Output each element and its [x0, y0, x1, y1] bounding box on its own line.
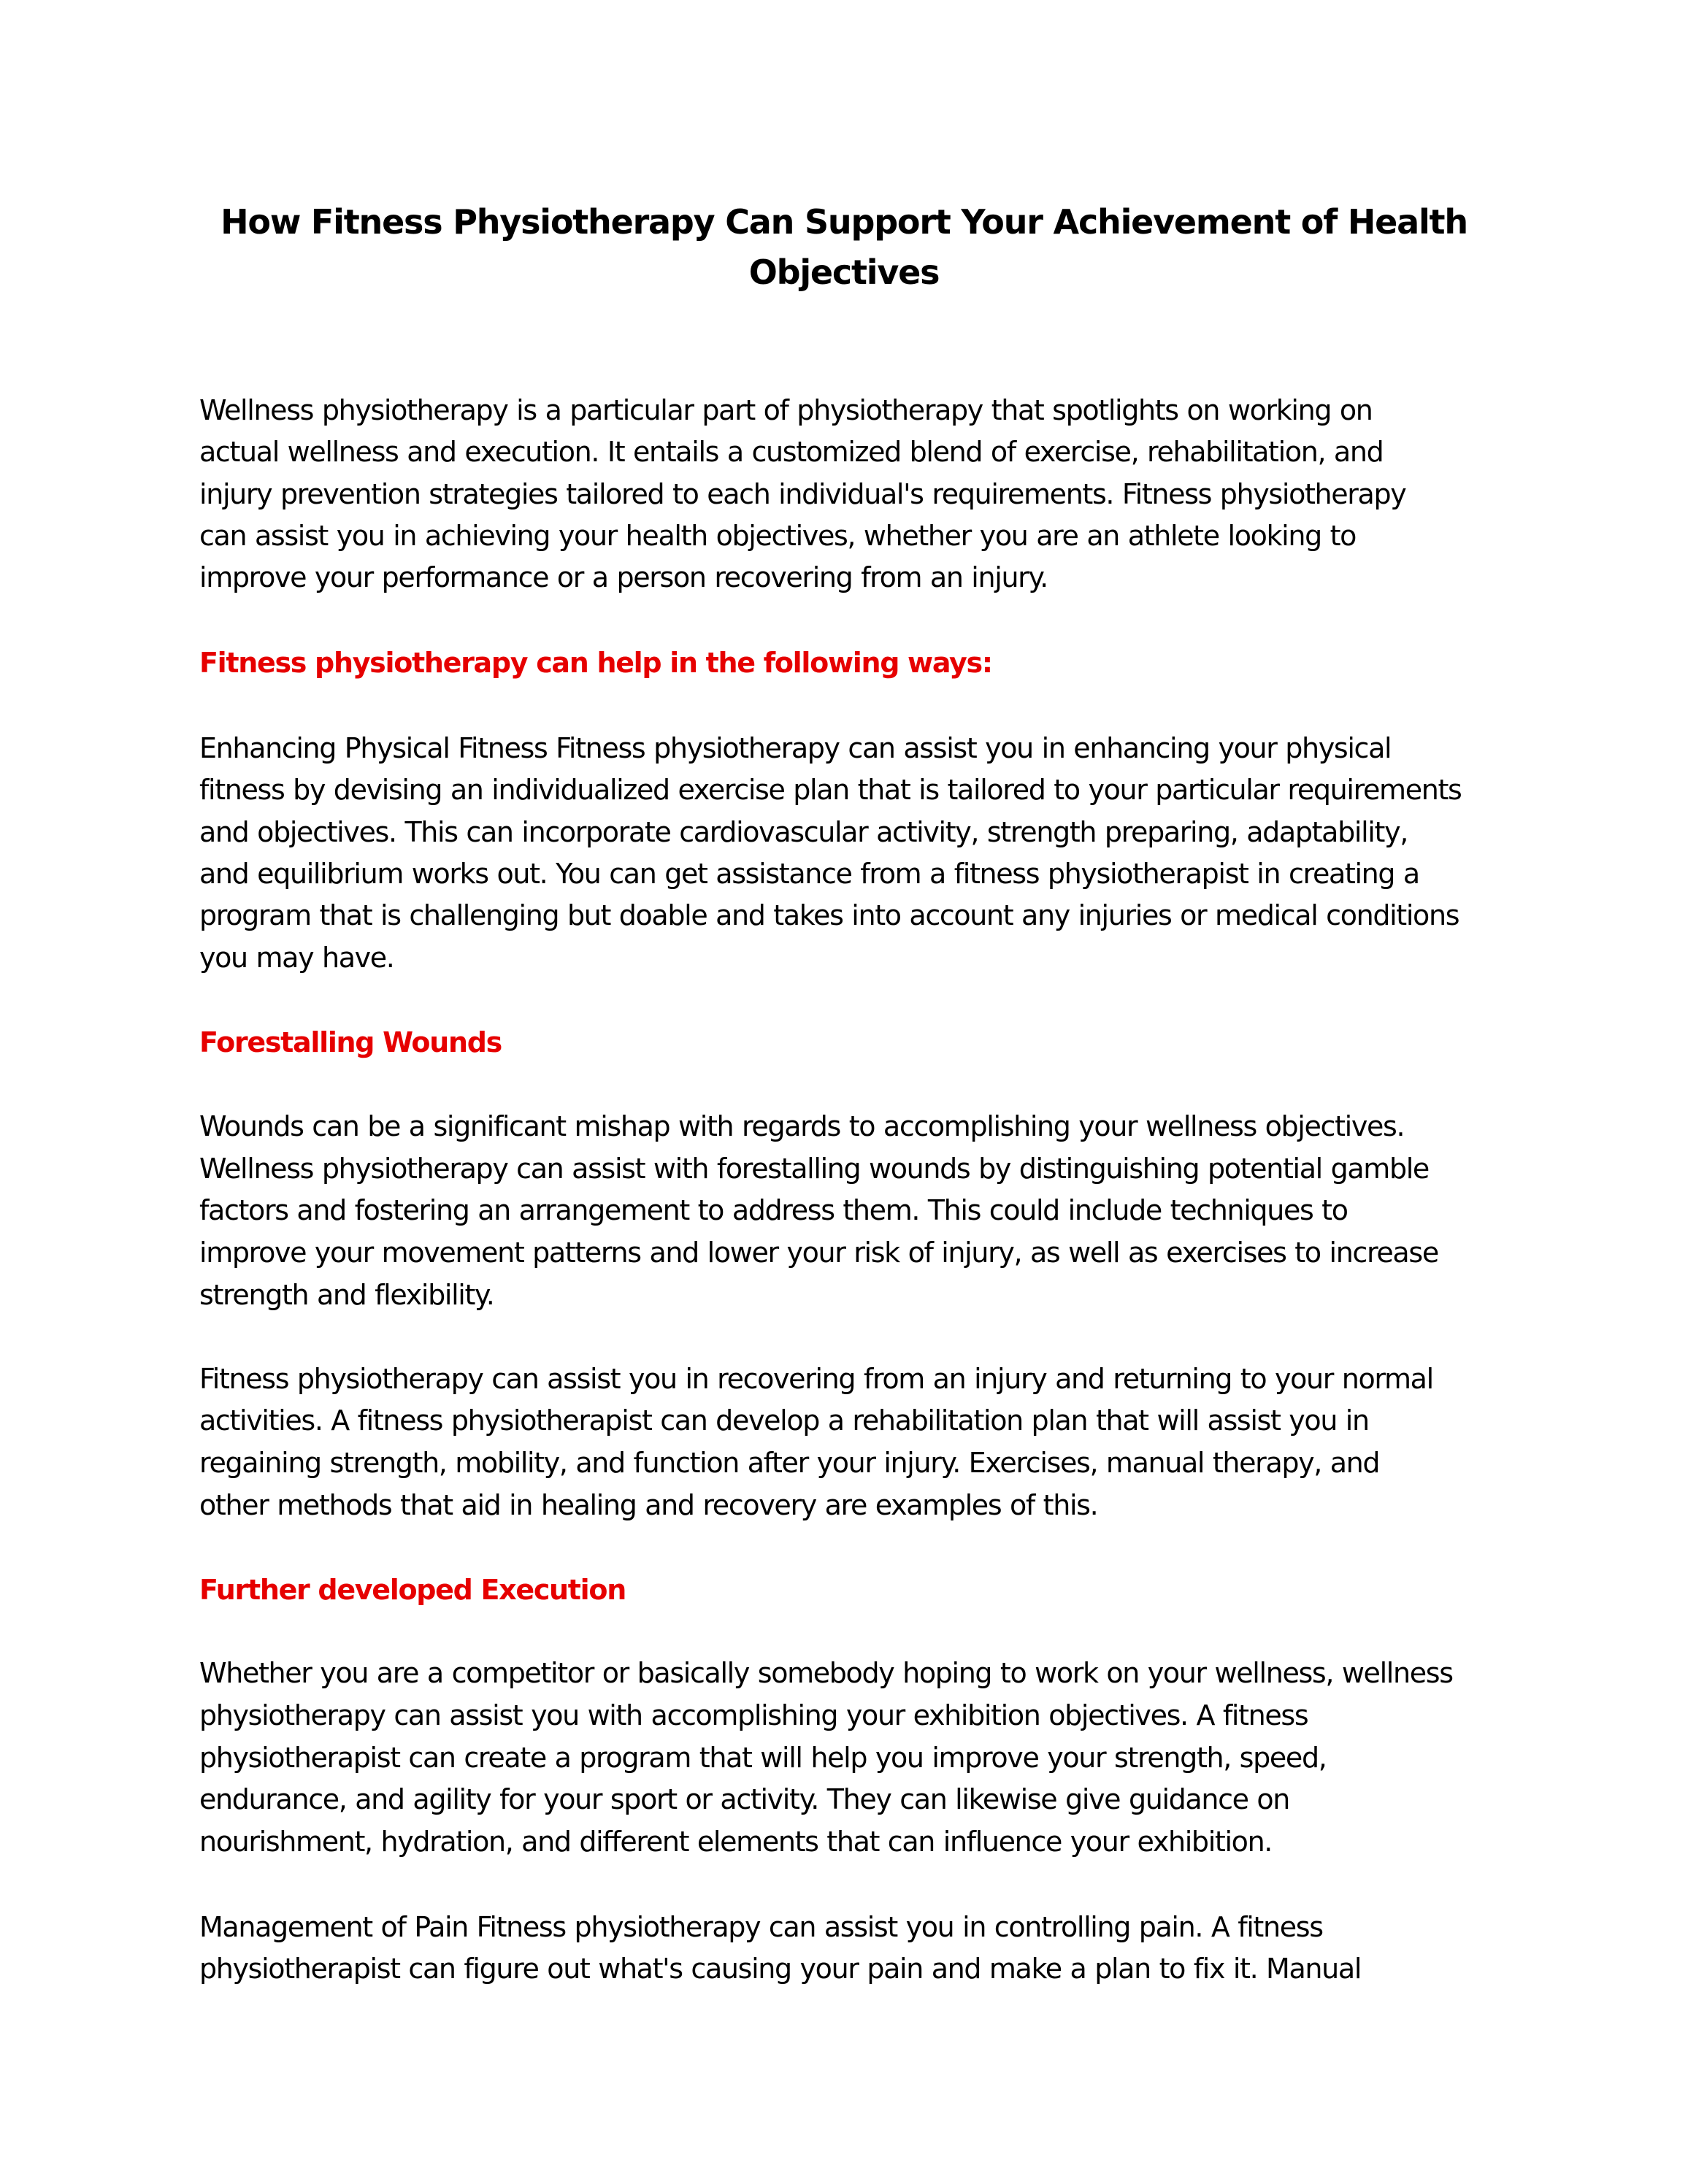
paragraph-line: Wellness physiotherapy is a particular part of physiotherapy that spotlights on working on — [199, 394, 1373, 426]
paragraph-line: improve your performance or a person recovering from an injury. — [199, 561, 1048, 593]
paragraph-line: regaining strength, mobility, and function after your injury. Exercises, manual therapy, and — [199, 1447, 1380, 1479]
paragraph-line: endurance, and agility for your sport or activity. They can likewise give guidance on — [199, 1783, 1290, 1815]
paragraph-line: and objectives. This can incorporate cardiovascular activity, strength preparing, adaptability, — [199, 816, 1408, 848]
paragraph-line: improve your movement patterns and lower your risk of injury, as well as exercises to increase — [199, 1237, 1438, 1269]
paragraph-line: physiotherapist can create a program that will help you improve your strength, speed, — [199, 1742, 1327, 1774]
paragraph-line: injury prevention strategies tailored to each individual's requirements. Fitness physiotherapy — [199, 478, 1406, 510]
paragraph-line: program that is challenging but doable and takes into account any injuries or medical conditions — [199, 899, 1459, 931]
paragraph-line: Whether you are a competitor or basically somebody hoping to work on your wellness, wellness — [199, 1657, 1453, 1689]
title-line-2: Objectives — [748, 253, 940, 292]
paragraph-line: physiotherapy can assist you with accomplishing your exhibition objectives. A fitness — [199, 1699, 1308, 1731]
paragraph-line: actual wellness and execution. It entails a customized blend of exercise, rehabilitation, and — [199, 436, 1384, 468]
paragraph-line: Management of Pain Fitness physiotherapy can assist you in controlling pain. A fitness — [199, 1911, 1323, 1943]
paragraph-line: Fitness physiotherapy can assist you in recovering from an injury and returning to your normal — [199, 1363, 1433, 1395]
paragraph-line: Wellness physiotherapy can assist with forestalling wounds by distinguishing potential gamble — [199, 1153, 1429, 1185]
paragraph-line: physiotherapist can figure out what's causing your pain and make a plan to fix it. Manual — [199, 1953, 1362, 1985]
paragraph-line: Enhancing Physical Fitness Fitness physiotherapy can assist you in enhancing your physical — [199, 732, 1392, 764]
section-heading-ways: Fitness physiotherapy can help in the following ways: — [199, 647, 992, 679]
paragraph-line: Wounds can be a significant mishap with regards to accomplishing your wellness objectives. — [199, 1110, 1405, 1142]
paragraph-line: you may have. — [199, 942, 394, 974]
paragraph-line: strength and flexibility. — [199, 1279, 494, 1311]
paragraph-line: other methods that aid in healing and recovery are examples of this. — [199, 1489, 1098, 1521]
paragraph-line: activities. A fitness physiotherapist can develop a rehabilitation plan that will assist you in — [199, 1404, 1369, 1437]
paragraph-line: factors and fostering an arrangement to address them. This could include techniques to — [199, 1194, 1348, 1226]
title-line-1: How Fitness Physiotherapy Can Support Your Achievement of Health — [220, 202, 1468, 242]
section-heading-further-developed-execution: Further developed Execution — [199, 1574, 626, 1606]
paragraph-line: nourishment, hydration, and different elements that can influence your exhibition. — [199, 1826, 1273, 1858]
paragraph-line: fitness by devising an individualized exercise plan that is tailored to your particular requirements — [199, 774, 1462, 806]
paragraph-line: and equilibrium works out. You can get assistance from a fitness physiotherapist in creating a — [199, 858, 1419, 890]
paragraph-line: can assist you in achieving your health objectives, whether you are an athlete looking to — [199, 520, 1357, 552]
section-heading-forestalling-wounds: Forestalling Wounds — [199, 1026, 502, 1058]
